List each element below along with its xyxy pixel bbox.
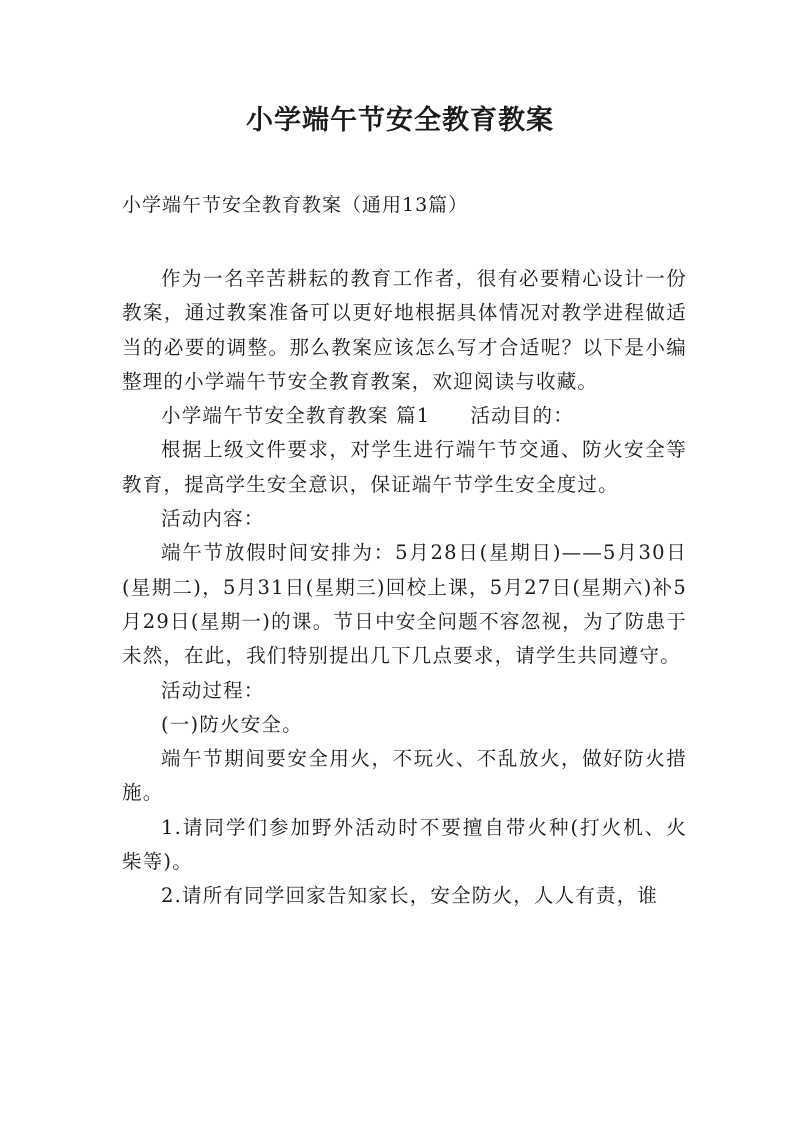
document-body (122, 262, 687, 914)
section-heading-tail: 活动目的： (470, 404, 574, 428)
list-item-2: 2.请所有同学回家告知家长，安全防火，人人有责，谁 (161, 884, 659, 908)
document-title: 小学端午节安全教育教案 (246, 105, 554, 136)
process-label: 活动过程： (161, 678, 265, 702)
list-item-1: 1.请同学们参加野外活动时不要擅自带火种(打火机、火柴等)。 (122, 815, 687, 874)
intro-paragraph: 作为一名辛苦耕耘的教育工作者，很有必要精心设计一份教案，通过教案准备可以更好地根据具体情况对教学进程做适当的必要的调整。那么教案应该怎么写才合适呢？以下是小编整理的小学端午节安全教育教案，欢迎阅读与收藏。 (122, 267, 687, 393)
document-subtitle: 小学端午节安全教育教案（通用13篇） (122, 194, 469, 216)
content-paragraph: 端午节放假时间安排为：5月28日(星期日)——5月30日(星期二)，5月31日(星期三)回校上课，5月27日(星期六)补5月29日(星期一)的课。节日中安全问题不容忽视，为了防患于未然，在此，我们特别提出几下几点要求，请学生共同遵守。 (122, 541, 687, 668)
section-heading-title: 小学端午节安全教育教案 篇1 (161, 404, 431, 428)
fire-safety-paragraph: 端午节期间要安全用火，不玩火、不乱放火，做好防火措施。 (122, 747, 687, 805)
content-label: 活动内容： (161, 507, 265, 531)
purpose-paragraph: 根据上级文件要求，对学生进行端午节交通、防火安全等教育，提高学生安全意识，保证端午节学生安全度过。 (122, 438, 687, 496)
fire-safety-heading: (一)防火安全。 (161, 712, 303, 736)
section-heading (122, 399, 687, 433)
